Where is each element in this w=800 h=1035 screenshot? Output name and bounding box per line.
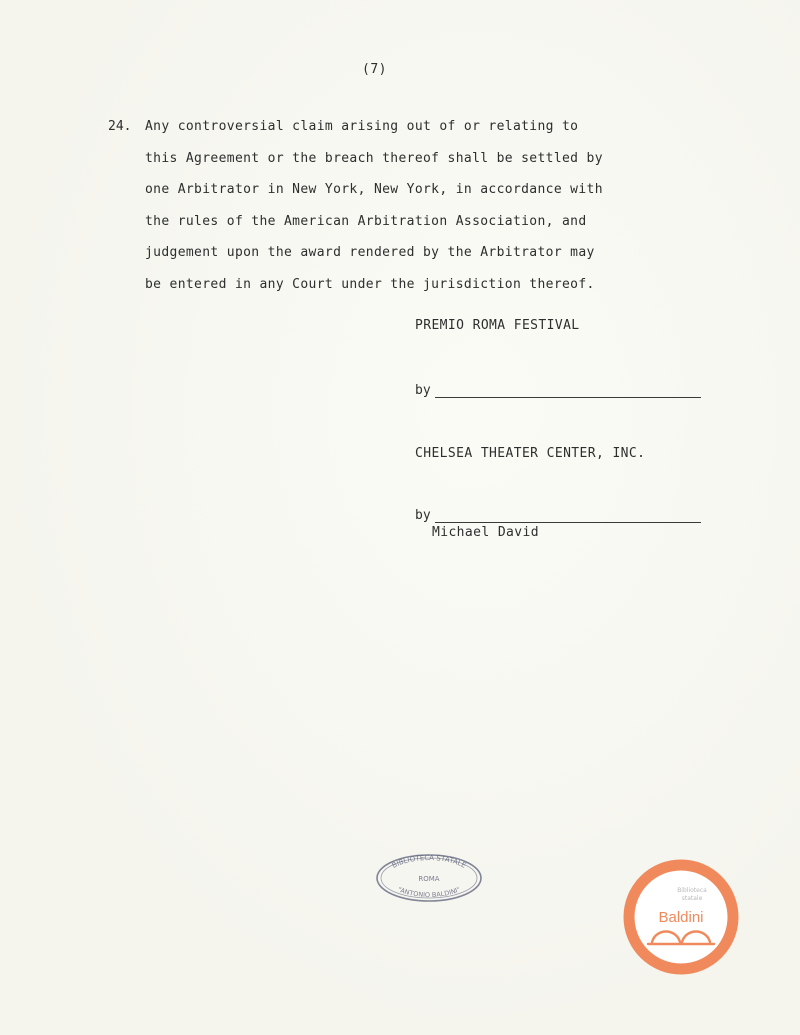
page-number: (7) [362,62,387,77]
signature-rule [435,397,701,398]
clause-24 [108,111,708,300]
library-stamp-icon [375,853,483,903]
clause-number: 24. [108,119,132,134]
stamp-middle-text: ROMA [418,875,440,883]
logo-name: Baldini [658,909,704,926]
signature-rule [435,522,701,523]
logo-line-1: Biblioteca [677,887,707,894]
baldini-logo [622,858,740,976]
logo-line-2: statale [681,895,703,902]
stamp-bottom-text: "ANTONIO BALDINI" [396,885,462,900]
clause-text: Any controversial claim arising out of or relating to this Agreement or the breach thereof shall be settled by one Arbitrator in New York, New York, in accordance with the rules of the American Arbitration Association, and judgement upon the award rendered by the Arbitrator may be entered in any Court under the jurisdiction thereof. [145,119,603,292]
party-name-premio-roma: PREMIO ROMA FESTIVAL [415,318,580,333]
signature-line-premio-roma [415,383,431,398]
signer-name: Michael David [432,525,539,540]
stamp-top-text: BIBLIOTECA STATALE [390,853,468,870]
by-label: by [415,508,431,523]
party-name-chelsea: CHELSEA THEATER CENTER, INC. [415,446,646,461]
svg-text:BIBLIOTECA STATALE [391,854,468,870]
signature-line-chelsea [415,508,431,523]
by-label: by [415,383,431,398]
svg-text:"ANTONIO BALDINI" [397,885,462,899]
